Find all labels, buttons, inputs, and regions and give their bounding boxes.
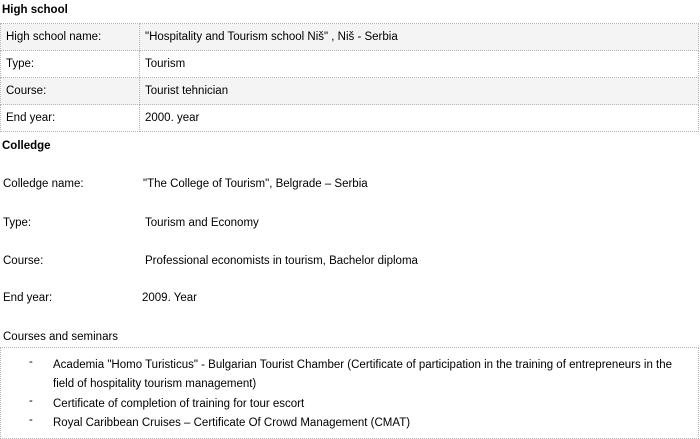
college-name-value: "The College of Tourism", Belgrade – Serbia (143, 178, 368, 190)
list-bullet: - (29, 414, 33, 426)
table-row (1, 51, 699, 78)
list-bullet: - (29, 356, 33, 368)
college-name-row (3, 178, 368, 190)
high-school-name-label: High school name: (1, 24, 140, 51)
college-type-value: Tourism and Economy (145, 217, 259, 229)
college-course-value: Professional economists in tourism, Bachelor diploma (145, 255, 418, 267)
high-school-course-label: Course: (1, 78, 140, 105)
list-bullet: - (29, 395, 33, 407)
table-row (1, 105, 699, 132)
college-course-row (3, 255, 418, 267)
table-row (1, 78, 699, 105)
college-title: Colledge (2, 140, 51, 152)
college-course-label: Course: (3, 255, 44, 267)
course-item-text: Academia "Homo Turisticus" - Bulgarian Tourist Chamber (Certificate of participation in the training of entrepreneurs in the field of hospitality tourism management) (53, 359, 673, 390)
high-school-title: High school (2, 4, 68, 16)
college-type-row (3, 217, 259, 229)
high-school-name-value: "Hospitality and Tourism school Niš" , Niš - Serbia (140, 24, 699, 51)
course-item-text: Royal Caribbean Cruises – Certificate Of Crowd Management (CMAT) (53, 417, 411, 429)
high-school-table (0, 23, 699, 132)
high-school-type-label: Type: (1, 51, 140, 78)
table-row (1, 24, 699, 51)
high-school-course-value: Tourist tehnician (140, 78, 699, 105)
college-name-label: Colledge name: (3, 178, 84, 190)
high-school-end-year-value: 2000. year (140, 105, 699, 132)
college-end-year-label: End year: (3, 292, 53, 304)
high-school-type-value: Tourism (140, 51, 699, 78)
college-end-year-value: 2009. Year (142, 292, 198, 304)
courses-title: Courses and seminars (3, 331, 119, 343)
course-item-text: Certificate of completion of training for tour escort (53, 398, 305, 410)
college-end-year-row (3, 292, 198, 304)
high-school-end-year-label: End year: (1, 105, 140, 132)
college-type-label: Type: (3, 217, 32, 229)
